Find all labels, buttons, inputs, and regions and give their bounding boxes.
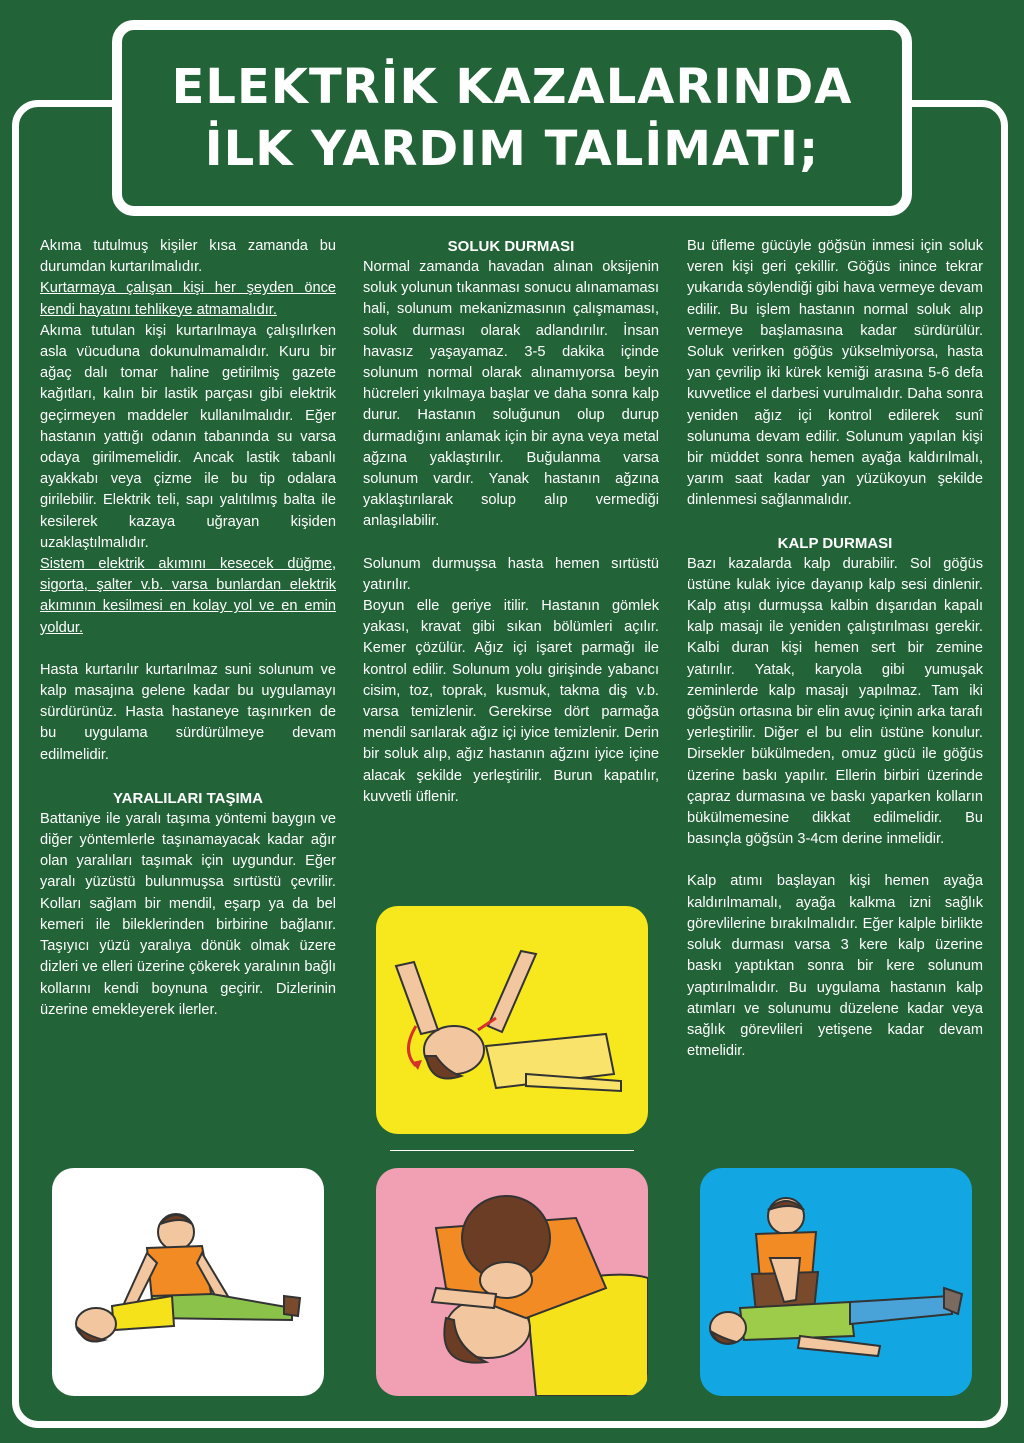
page-title-line2: İLK YARDIM TALİMATI; — [204, 121, 820, 177]
column-right — [687, 236, 983, 1062]
cardiac-paragraph: Bazı kazalarda kalp durabilir. Sol göğüs üstüne kulak iyice dayanıp kalp sesi dinlenir. Kalp atışı durmuşsa kalbin dışarıdan kapalı kalp masajı ile yeniden çalıştırılması gerekir. Kalbi duran kişi hemen sert bir zemine yatırılır. Yatak, karyola gibi yumuşak zeminlerde kalp masajı yapılmaz. Tam iki göğsün ortasına bir elin avuç içinin arka tarafı yerleştirilir. Diğer el bu elin üstüne konulur. Dirsekler bükülmeden, omuz gücü ile göğüs üzerine baskı yapılır. Ellerin birbiri üzerinde çapraz durmasına ve baskı yaparken kolların bükülmemesine dikkat edilmelidir. Bu basınçla göğsün 3-4cm derine inmelidir. — [687, 555, 983, 848]
head-tilt-illustration — [376, 906, 648, 1134]
column-middle — [363, 236, 659, 808]
recovery-paragraph: Kalp atımı başlayan kişi hemen ayağa kaldırılmamalı, ayağa kalkma izni sağlık görevlilerine bırakılmalıdır. Eğer kalple birlikte soluk durması varsa 3 kere kalp üzerine baskı yaptıktan sonra bir kere solunum yaptırılmalıdır. Bu uygulama hastanın kalp atımları ve solunumu düzelene kadar veya sağlık görevlileri yetişene kadar devam etmelidir. — [687, 873, 983, 1060]
intro-paragraph: Akıma tutulmuş kişiler kısa zamanda bu durumdan kurtarılmalıdır. — [40, 238, 336, 276]
divider-line — [390, 1150, 634, 1151]
page-title-line1: ELEKTRİK KAZALARINDA — [171, 59, 853, 115]
spacer — [687, 512, 983, 533]
rescue-breath-icon — [376, 1168, 648, 1396]
continue-paragraph: Hasta kurtarılır kurtarılmaz suni solunum ve kalp masajına gelene kadar bu uygulamayı sürdürünüz. Hasta hastaneye taşınırken de bu uygulama sürdürülmeye devam edilmelidir. — [40, 661, 336, 763]
warning-paragraph: Kurtarmaya çalışan kişi her şeyden önce kendi hayatını tehlikeye atmamalıdır. — [40, 280, 336, 318]
breathing-continue-paragraph: Bu üfleme gücüyle göğsün inmesi için soluk veren kişi geri çekillir. Göğüs inince tekrar yukarıda söylendiği gibi hava vermeye devam edilir. Bu işlem hastanın normal soluk alıp vermeye başlamasına kadar sürdürülür. Soluk verirken göğüs yükselmiyorsa, hasta yan çevrilip iki kürek kemiği arasına 5-6 defa kuvvetlice el darbesi vurulmalıdır. Daha sonra yeniden ağız içi kontrol edilerek sunî solunuma devam edilir. Solunum yapılan kişi bir müddet sonra hemen ayağa kaldırılmalı, yarım saat kadar yan yüzükoyun şekilde dinlenmesi sağlanmalıdır. — [687, 238, 983, 509]
airway-paragraph: Boyun elle geriye itilir. Hastanın gömlek yakası, kravat gibi sıkan bölümleri açılır. Kemer çözülür. Ağız içi işaret parmağı ile kontrol edilir. Solunum yolu girişinde yabancı cisim, toz, toprak, kusmuk, takma diş v.b. varsa temizlenir. Gerekirse dört parmağa mendil sarılarak ağız içi iyice temizlenir. Derin bir soluk alıp, ağız hastanın ağzını iyice içine alacak şekilde yerleştirilir. Burun kapatılır, kuvvetli üflenir. — [363, 598, 659, 805]
carry-icon — [52, 1168, 324, 1396]
head-tilt-icon — [376, 906, 648, 1134]
cpr-illustration — [700, 1168, 972, 1396]
section-heading-cardiac: KALP DURMASI — [777, 534, 893, 552]
spacer — [687, 850, 983, 871]
carry-paragraph: Battaniye ile yaralı taşıma yöntemi baygın ve diğer yöntemlerle taşınamayacak kadar ağır olan yaralıları taşımak için uygundur. Eğer yaralı yüzüstü bulunmuşsa sırtüstü çevrilir. Kolları sağlam bir mendil, eşarp ya da bel kemeri ile bileklerinden birbirine bağlanır. Taşıyıcı yüzü yaralıya dönük olmak üzere dizleri ve elleri üzerine çökerek yaralının bağlı kollarını kendi boynuna geçirir. Dizlerinin üzerine emekleyerek ilerler. — [40, 810, 336, 1018]
spacer — [40, 639, 336, 660]
column-left — [40, 236, 336, 1021]
rescue-paragraph: Akıma tutulan kişi kurtarılmaya çalışılırken asla vücuduna dokunulmamalıdır. Kuru bir ağaç dalı tomar haline getirilmiş gazete kağıtları, kalın bir lastik parçası gibi elektrik geçirmeyen maddeler kullanılmalıdır. Eğer hastanın yattığı odanın tabanında su varsa odaya girilmemelidir. Ancak lastik tabanlı ayakkabı veya çizme ile bu tip odalara girilebilir. Elektrik teli, sapı yalıtılmış balta ile kesilerek kazaya uğrayan kişiden uzaklaştılmalıdır. — [40, 322, 336, 551]
section-heading-carry: YARALILARI TAŞIMA — [113, 789, 263, 807]
section-heading-breathing: SOLUK DURMASI — [447, 238, 575, 255]
rescue-breath-illustration — [376, 1168, 648, 1396]
power-cut-paragraph: Sistem elektrik akımını kesecek düğme, sigorta, şalter v.b. varsa bunlardan elektrik akımının kesilmesi en kolay yol ve en emin yoldur. — [40, 556, 336, 636]
cpr-icon — [700, 1168, 972, 1396]
carry-illustration — [52, 1168, 324, 1396]
breathing-paragraph: Normal zamanda havadan alınan oksijenin soluk yolunun tıkanması sonucu alınamaması hali, solunum mekanizmasının çalışmaması, soluk durması olarak adlandırılır. İnsan havasız yaşayamaz. 3-5 dakika içinde solunum normal olarak alınamıyorsa beyin hücreleri yıkılmaya başlar ve daha sonra kalp durur. Hastanın soluğunun olup durup durmadığını anlamak için bir ayna veya metal ağzına yaklaştırılır. Buğulanma varsa solunum vardır. Yanak hastanın ağzına yaklaştırılarak solup alıp vermediği anlaşılabilir. — [363, 259, 659, 530]
spacer — [363, 533, 659, 554]
supine-paragraph: Solunum durmuşsa hasta hemen sırtüstü yatırılır. — [363, 555, 659, 593]
title-box — [112, 20, 912, 216]
